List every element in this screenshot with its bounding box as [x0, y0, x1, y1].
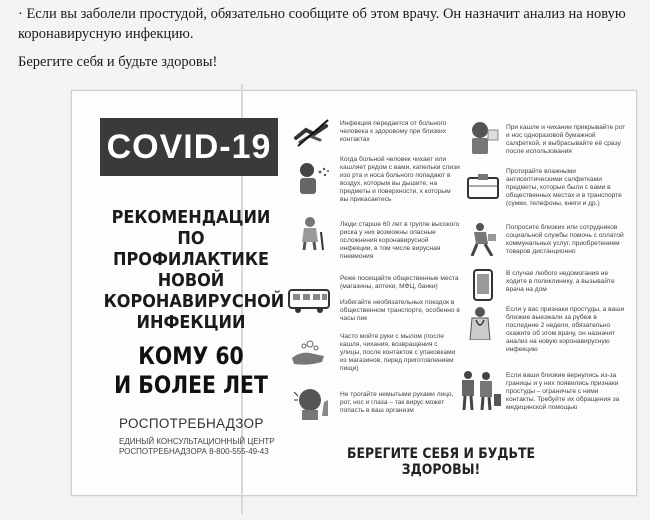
heading-line: ПО ПРОФИЛАКТИКЕ — [112, 229, 269, 270]
poster-heading — [103, 208, 285, 334]
handwash-icon — [288, 336, 328, 370]
tip-right-2: Протирайте влажными антисептическими салфетками предметы, которые были с вами в общественных местах и в транспорте (сумки, телефоны, книги и др.) — [506, 168, 622, 207]
audience-line: И БОЛЕЕ ЛЕТ — [114, 371, 268, 399]
tip-right-4: В случае любого недомогания не ходите в поликлинику, а вызывайте врача на дом — [506, 270, 615, 293]
heading-line: ИНФЕКЦИИ — [136, 313, 246, 333]
poster-footer: БЕРЕГИТЕ СЕБЯ И БУДЬТЕ ЗДОРОВЫ! — [346, 446, 536, 478]
heading-line: РЕКОМЕНДАЦИИ — [111, 208, 271, 228]
wipes-pack-icon — [464, 170, 504, 204]
org-name: РОСПОТРЕБНАДЗОР — [119, 416, 264, 431]
covid-badge: COVID-19 — [100, 118, 278, 176]
face-touch-icon — [292, 386, 332, 420]
tip-left-7: Не трогайте немытыми руками лицо, рот, нос и глаза – так вирус может попасть в ваш организм — [340, 391, 454, 414]
tip-left-4: Реже посещайте общественные места (магазины, аптеки, МФЦ, банки) — [340, 275, 459, 290]
heading-line: КОРОНАВИРУСНОЙ — [103, 292, 285, 312]
tip-right-3: Попросите близких или сотрудников социальной службы помочь с оплатой коммунальных услуг, приобретением товаров дистанционно — [506, 224, 624, 255]
tip-left-5: Избегайте необязательных поездок в общественном транспорте, особенно в часы пик — [340, 299, 460, 322]
tip-right-1: При кашле и чихании прикрывайте рот и нос одноразовой бумажной салфеткой, и выбрасывайте её сразу после использования — [506, 124, 626, 155]
contact-info — [119, 437, 275, 457]
contact-line: РОСПОТРЕБНАДЗОРА 8-800-555-49-43 — [119, 447, 269, 456]
doctor-icon — [462, 306, 502, 340]
no-handshake-icon — [292, 116, 332, 150]
tip-left-6: Часто мойте руки с мылом (после кашля, чихания, возвращения с улицы, после контактов с упаковками из магазинов, перед приготовлением пищи) — [340, 333, 456, 372]
tip-left-1: Инфекция передается от больного человека к здоровому при близких контактах — [340, 120, 447, 143]
intro-line-1: · Если вы заболели простудой, обязательно сообщите об этом врачу. Он назначит анализ на новую коронавирусную инфекцию. — [18, 6, 626, 42]
intro-line-2: Берегите себя и будьте здоровы! — [18, 54, 218, 70]
intro-text — [18, 4, 638, 72]
travelers-icon — [456, 370, 502, 410]
coughing-person-icon — [292, 160, 332, 194]
cover-sneeze-icon — [462, 120, 502, 154]
tip-right-5: Если у вас признаки простуды, а ваши близкие выезжали за рубеж в последние 2 недели, обязательно скажите об этом врачу, он назначит анализ на новую коронавирусную инфекцию — [506, 306, 625, 353]
tip-left-3: Люди старше 60 лет в группе высокого риска у них возможны опасные осложнения коронавирусной инфекции, в том числе вирусная пневмония — [340, 221, 460, 260]
heading-line: НОВОЙ — [157, 271, 225, 291]
audience-line: КОМУ 60 — [138, 342, 244, 370]
audience-heading — [110, 342, 272, 400]
tip-right-6: Если ваши близкие вернулись из-за границы и у них появились признаки простуды – ограничьте с ними контакты. Требуйте их обращения за медицинской помощью — [506, 372, 620, 411]
volunteer-icon — [462, 222, 502, 256]
elderly-person-icon — [292, 216, 332, 250]
tip-left-2: Когда больной человек чихает или кашляет рядом с вами, капельки слизи изо рта и носа больного попадают в воздух, которым вы дышите, на предметы и поверхности, к которым вы прикасаетесь — [340, 156, 460, 203]
phone-icon — [468, 268, 498, 302]
contact-line: ЕДИНЫЙ КОНСУЛЬТАЦИОННЫЙ ЦЕНТР — [119, 437, 275, 446]
bus-icon — [287, 282, 333, 316]
